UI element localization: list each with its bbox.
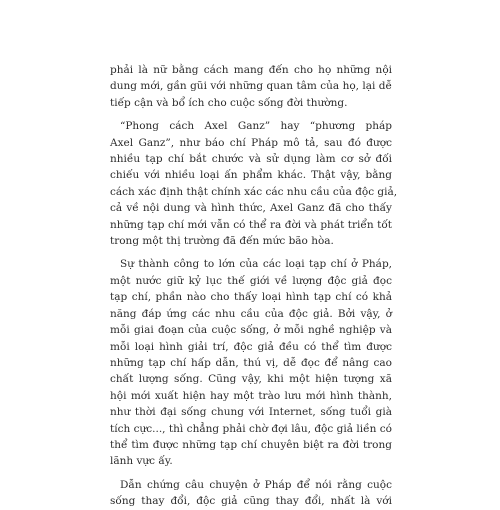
text-line: một nước giữ kỷ lục thế giới về lượng độc giả đọc [110,274,392,287]
paragraph-2 [110,118,398,249]
text-line: dung mới, gần gũi với những quan tâm của họ, lại dễ [110,80,392,93]
text-line: thể tìm được những tạp chí chuyên biệt ra đời trong [110,438,392,451]
text-line: mỗi giai đoạn của cuộc sống, ở mỗi nghề nghiệp và [110,324,392,337]
text-line: Sự thành công to lớn của các loại tạp chí ở Pháp, [120,258,392,271]
paragraph-4 [110,477,392,510]
paragraph-1 [110,62,392,111]
text-line: cách xác định thật chính xác các nhu cầu của độc giả, [110,185,398,198]
text-line: mỗi loại hình giải trí, độc giả đều có thể tìm được [110,340,392,353]
text-line: năng đáp ứng các nhu cầu của độc giả. Bởi vậy, ở [110,307,392,320]
text-line: chất lượng sống. Cũng vậy, khi một hiện tượng xã [110,373,392,386]
body-text [110,62,398,510]
text-line: những tạp chí mới vẫn có thể ra đời và phát triển tốt [110,218,392,231]
paragraph-3 [110,256,392,469]
text-line: Axel Ganz”, như báo chí Pháp mô tả, sau đó được [110,136,392,149]
text-line: lãnh vực ấy. [110,455,173,468]
text-line: hội mới xuất hiện hay một trào lưu mới hình thành, [110,389,392,402]
text-line: “Phong cách Axel Ganz” hay “phương pháp [120,120,392,133]
text-line: chiếu với nhiều loại ấn phẩm khác. Thật vậy, bằng [110,169,392,182]
text-line: tích cực..., thì chẳng phải chờ đợi lâu, độc giả liền có [110,422,392,435]
text-line: tiếp cận và bổ ích cho cuộc sống đời thường. [110,96,348,109]
text-line: phải là nữ bằng cách mang đến cho họ những nội [110,64,392,76]
text-line: trong một thị trường đã đến mức bão hòa. [110,235,334,248]
text-line: những tạp chí hấp dẫn, thú vị, dễ đọc để nâng cao [110,356,392,369]
text-line: Dẫn chứng câu chuyện ở Pháp để nói rằng cuộc [120,478,392,491]
text-line: sống thay đổi, độc giả cũng thay đổi, nhất là với [110,495,392,508]
text-line: tạp chí, phần nào cho thấy loại hình tạp chí có khả [110,291,392,304]
text-line: như thời đại sống chung với Internet, sống tuổi già [110,406,392,419]
text-line: cả về nội dung và hình thức, Axel Ganz đã cho thấy [110,202,392,215]
text-line: nhiều tạp chí bắt chước và sử dụng làm cơ sở đối [110,153,392,166]
